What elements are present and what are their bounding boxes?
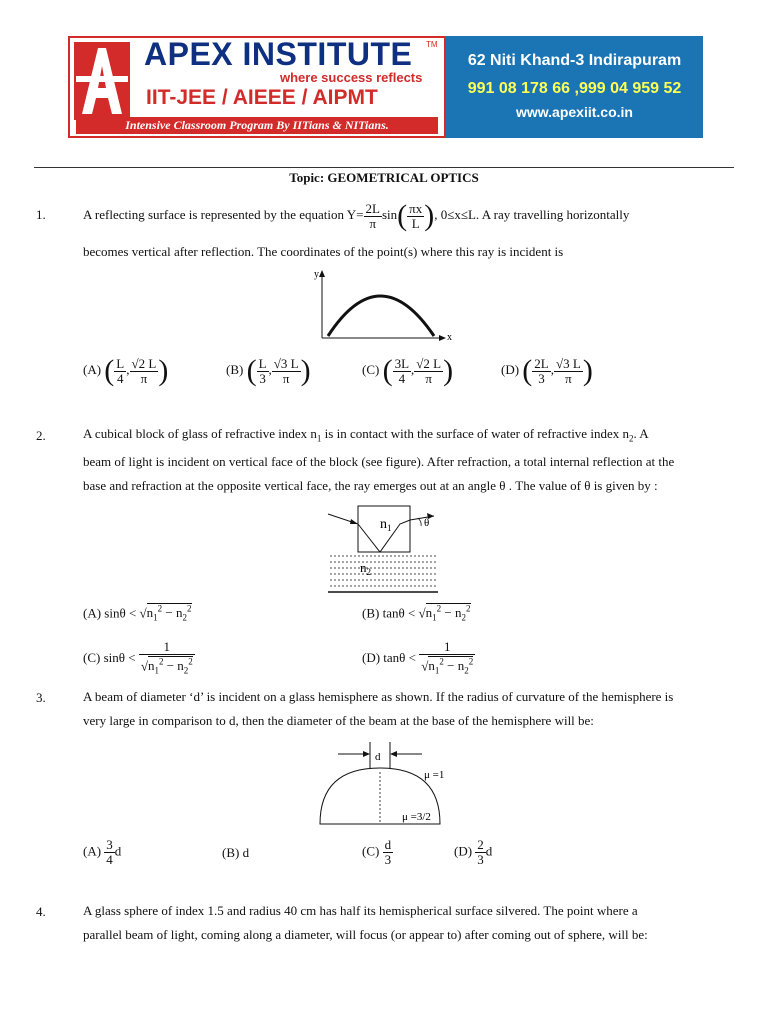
y-axis-label: y bbox=[314, 269, 319, 280]
website[interactable]: www.apexiit.co.in bbox=[516, 104, 633, 120]
institute-name: APEX INSTITUTE bbox=[144, 36, 413, 72]
question-1-line-1: A reflecting surface is represented by the equation Y= $\frac{2L}{\pi}$ sin( $\frac{\pi x}{L}$ ), 0≤x≤L. A ray travelling horizontally bbox=[83, 199, 630, 232]
mu-glass-label: μ =3/2 bbox=[402, 811, 431, 823]
option-a[interactable]: (A) $\frac{3}{4}$ d bbox=[83, 837, 122, 867]
logo-letter-a-icon bbox=[74, 42, 130, 120]
contact-panel bbox=[446, 36, 703, 138]
option-c[interactable]: (C) $\frac{d}{3}$ bbox=[362, 837, 392, 867]
tagline: where success reflects bbox=[280, 70, 423, 85]
header-rule bbox=[34, 167, 734, 168]
d-label: d bbox=[375, 751, 381, 763]
question-number: 2. bbox=[36, 428, 46, 443]
question-number: 1. bbox=[36, 207, 46, 222]
theta-label: θ bbox=[424, 517, 430, 529]
question-4-line-1: A glass sphere of index 1.5 and radius 40 cm has half its hemispherical surface silvered. The point where a bbox=[83, 903, 638, 918]
question-2-line-3: base and refraction at the opposite vertical face, the ray emerges out at an angle θ . The value of θ is given by : bbox=[83, 478, 658, 493]
logo-panel bbox=[68, 36, 446, 138]
mu-air-label: μ =1 bbox=[424, 769, 445, 781]
option-a[interactable]: (A) ( $\frac{L}{4}$ , $\frac{√2 L}{\pi}$ ) bbox=[83, 354, 169, 387]
option-b[interactable]: (B) ( $\frac{L}{3}$ , $\frac{√3 L}{\pi}$ ) bbox=[226, 354, 311, 387]
question-4-line-2: parallel beam of light, coming along a diameter, will focus (or appear to) after coming out of sphere, will be: bbox=[83, 927, 648, 942]
page-title: Topic: GEOMETRICAL OPTICS bbox=[289, 170, 479, 185]
question-3-line-2: very large in comparison to d, then the diameter of the beam at the base of the hemisphere will be: bbox=[83, 713, 594, 728]
question-2-line-1: A cubical block of glass of refractive index $n_1$ is in contact with the surface of water of refractive index $n_2$. A bbox=[83, 426, 649, 444]
trademark: TM bbox=[426, 40, 438, 49]
option-a[interactable]: (A) $\sin\theta < √n_1^2 - n_2^2$ bbox=[83, 604, 192, 623]
x-axis-label: x bbox=[447, 332, 452, 343]
question-3-line-1: A beam of diameter ‘d’ is incident on a glass hemisphere as shown. If the radius of curvature of the hemisphere is bbox=[83, 689, 674, 704]
logo-a-mark bbox=[74, 42, 130, 120]
option-b[interactable]: (B) d bbox=[222, 845, 250, 860]
question-number: 4. bbox=[36, 904, 46, 919]
address: 62 Niti Khand-3 Indirapuram bbox=[467, 52, 682, 69]
question-number: 3. bbox=[36, 690, 46, 705]
question-2-line-2: beam of light is incident on vertical face of the block (see figure). After refraction, a total internal reflection at the bbox=[83, 454, 675, 469]
program-strip: Intensive Classroom Program By IITians & NITians. bbox=[76, 117, 438, 134]
glass-block-diagram bbox=[318, 502, 448, 596]
option-c[interactable]: (C) sinθ < $\frac{1}{√n_1^2 - n_2^2}$ bbox=[83, 639, 193, 676]
exam-list: IIT-JEE / AIEEE / AIPMT bbox=[146, 86, 378, 109]
question-1-line-2: becomes vertical after reflection. The coordinates of the point(s) where this ray is incident is bbox=[83, 244, 564, 259]
option-b[interactable]: (B) $\tan\theta < √n_1^2 - n_2^2$ bbox=[362, 604, 471, 623]
option-d[interactable]: (D) $\frac{2}{3}$ d bbox=[454, 837, 493, 867]
option-c[interactable]: (C) ( $\frac{3L}{4}$ , $\frac{√2 L}{\pi}$ ) bbox=[362, 354, 454, 387]
sine-curve-diagram bbox=[310, 268, 460, 344]
n1-label: $n_1$ bbox=[380, 517, 392, 533]
n2-label: $n_2$ bbox=[360, 560, 371, 577]
hemisphere-diagram bbox=[310, 738, 470, 830]
option-d[interactable]: (D) tanθ < $\frac{1}{√n_1^2 - n_2^2}$ bbox=[362, 639, 474, 676]
phone-numbers: 991 08 178 66 ,999 04 959 52 bbox=[467, 80, 682, 97]
option-d[interactable]: (D) ( $\frac{2L}{3}$ , $\frac{√3 L}{\pi}$ ) bbox=[501, 354, 593, 387]
